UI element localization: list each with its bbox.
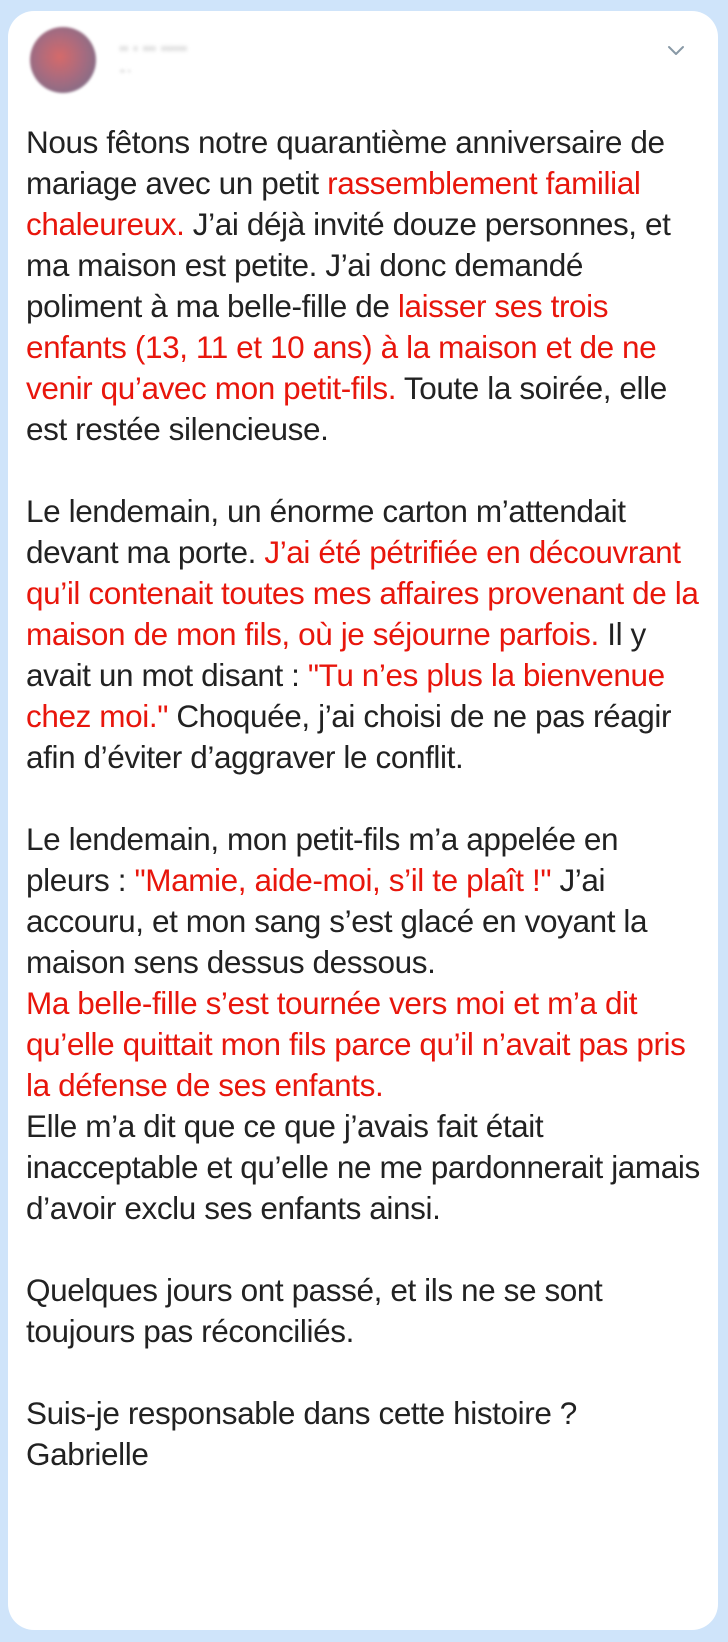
- text-segment: Le lendemain, mon petit-fils m’a appelée en pleurs :: [26, 821, 619, 898]
- question-text: Suis-je responsable dans cette histoire ?: [26, 1395, 577, 1431]
- author-handle-blurred[interactable]: ʼʼ ʼ: [120, 69, 131, 81]
- post-card: [8, 11, 718, 1630]
- paragraph-3: [26, 819, 706, 1229]
- text-segment: Le lendemain, un énorme carton m’attendait devant ma porte.: [26, 493, 626, 570]
- highlight-text: rassemblement familial chaleureux.: [26, 165, 641, 242]
- text-segment: Toute la soirée, elle est restée silencieuse.: [26, 370, 667, 447]
- text-segment: J’ai déjà invité douze personnes, et ma maison est petite. J’ai donc demandé poliment à ma belle-fille de: [26, 206, 671, 324]
- text-segment: Il y avait un mot disant :: [26, 616, 646, 693]
- text-segment: J’ai accouru, et mon sang s’est glacé en voyant la maison sens dessus dessous.: [26, 862, 648, 980]
- highlight-text: laisser ses trois enfants (13, 11 et 10 ans) à la maison et de ne venir qu’avec mon petit-fils.: [26, 288, 657, 406]
- text-segment: Nous fêtons notre quarantième anniversaire de mariage avec un petit: [26, 124, 665, 201]
- highlight-text: Ma belle-fille s’est tournée vers moi et m’a dit qu’elle quittait mon fils parce qu’il n’avait pas pris la défense de ses enfants.: [26, 985, 686, 1103]
- chevron-down-icon[interactable]: [663, 41, 689, 61]
- post-body: [26, 122, 706, 1475]
- signature: Gabrielle: [26, 1436, 149, 1472]
- highlight-text: "Mamie, aide-moi, s’il te plaît !": [134, 862, 552, 898]
- avatar[interactable]: [30, 27, 96, 93]
- paragraph-5: [26, 1393, 706, 1475]
- text-segment: Choquée, j’ai choisi de ne pas réagir afin d’éviter d’aggraver le conflit.: [26, 698, 672, 775]
- paragraph-1: [26, 122, 706, 450]
- paragraph-2: [26, 491, 706, 778]
- text-segment: Elle m’a dit que ce que j’avais fait était inacceptable et qu’elle ne me pardonnerait jamais d’avoir exclu ses enfants ainsi.: [26, 1108, 700, 1226]
- highlight-text: "Tu n’es plus la bienvenue chez moi.": [26, 657, 665, 734]
- highlight-text: J’ai été pétrifiée en découvrant qu’il contenait toutes mes affaires provenant de la maison de mon fils, où je séjourne parfois.: [26, 534, 699, 652]
- paragraph-4: Quelques jours ont passé, et ils ne se sont toujours pas réconciliés.: [26, 1272, 603, 1349]
- author-name-blurred[interactable]: ʼʼ ʼ ʼʼʼ ʼʼʼʼʼʼ: [120, 45, 188, 62]
